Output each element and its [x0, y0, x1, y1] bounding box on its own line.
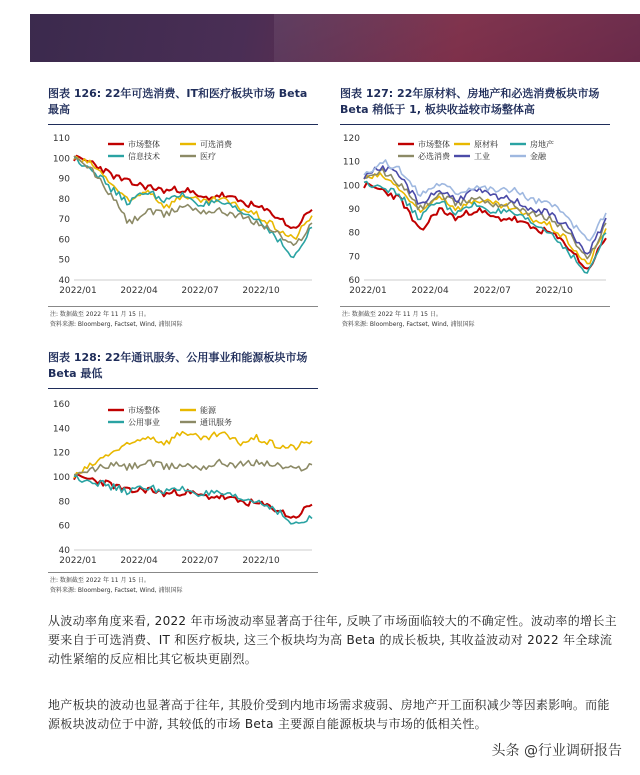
y-tick-label: 80	[348, 228, 360, 239]
y-tick-label: 100	[52, 154, 70, 165]
figure-128-rule	[48, 388, 318, 389]
legend-label: 通讯服务	[200, 418, 232, 427]
y-tick-label: 80	[58, 497, 70, 508]
series-line	[74, 432, 312, 478]
x-tick-label: 2022/01	[349, 286, 387, 296]
watermark: 头条 @行业调研报告	[491, 743, 622, 759]
figure-127-chart	[338, 130, 614, 298]
y-tick-label: 100	[52, 473, 70, 483]
figure-127-rule	[340, 124, 610, 125]
figure-126-title: 图表 126: 22年可选消费、IT和医疗板块市场 Beta 最高	[48, 87, 308, 116]
series-line	[74, 156, 312, 228]
x-tick-label: 2022/01	[59, 556, 97, 566]
figure-126-note: 注: 数据截至 2022 年 11 月 15 日。	[50, 311, 150, 318]
x-tick-label: 2022/04	[411, 286, 449, 296]
figure-126-chart	[48, 130, 320, 298]
y-tick-label: 60	[58, 521, 70, 532]
legend-label: 公用事业	[128, 418, 160, 427]
series-line	[364, 166, 606, 254]
x-tick-label: 2022/10	[535, 286, 573, 296]
y-tick-label: 120	[342, 134, 360, 144]
y-tick-label: 60	[348, 276, 360, 286]
x-tick-label: 2022/01	[59, 286, 97, 296]
figure-128-chart	[48, 396, 320, 568]
y-tick-label: 40	[58, 546, 70, 556]
series-line	[74, 460, 312, 475]
legend-label: 可选消费	[200, 140, 232, 149]
x-tick-label: 2022/04	[120, 286, 158, 296]
y-tick-label: 110	[342, 157, 360, 168]
y-tick-label: 50	[58, 255, 70, 266]
legend-label: 能源	[200, 406, 216, 415]
x-tick-label: 2022/10	[242, 286, 280, 296]
legend-label: 医疗	[200, 152, 216, 161]
legend-label: 房地产	[530, 140, 554, 149]
x-tick-label: 2022/10	[242, 556, 280, 566]
legend-label: 必选消费	[418, 152, 450, 161]
figure-126-rule	[48, 124, 318, 125]
x-tick-label: 2022/07	[181, 286, 219, 296]
y-tick-label: 90	[348, 205, 360, 215]
x-tick-label: 2022/04	[120, 556, 158, 566]
series-line	[74, 157, 312, 239]
figure-127-source: 资料来源: Bloomberg, Factset, Wind, 浦银国际	[342, 321, 475, 328]
y-tick-label: 110	[52, 134, 70, 144]
x-tick-label: 2022/07	[473, 286, 511, 296]
legend-label: 金融	[530, 152, 546, 161]
figure-126-bottom-rule	[48, 306, 318, 307]
y-tick-label: 70	[348, 252, 360, 263]
figure-128-title: 图表 128: 22年通讯服务、公用事业和能源板块市场 Beta 最低	[48, 351, 308, 380]
x-tick-label: 2022/07	[181, 556, 219, 566]
legend-label: 市场整体	[128, 406, 160, 415]
figure-128-bottom-rule	[48, 572, 318, 573]
y-tick-label: 120	[52, 448, 70, 459]
figure-127-note: 注: 数据截至 2022 年 11 月 15 日。	[342, 311, 442, 318]
y-tick-label: 140	[52, 424, 70, 435]
legend-label: 原材料	[474, 140, 498, 149]
figure-128-note: 注: 数据截至 2022 年 11 月 15 日。	[50, 577, 150, 584]
y-tick-label: 40	[58, 276, 70, 286]
y-tick-label: 90	[58, 174, 70, 185]
y-tick-label: 60	[58, 235, 70, 246]
legend-label: 信息技术	[128, 152, 160, 161]
paragraph-volatility: 从波动率角度来看, 2022 年市场波动率显著高于往年, 反映了市场面临较大的不确定性。波动率的增长主要来自于可选消费、IT 和医疗板块, 这三个板块均为高 Beta 的成长板块, 其收益波动对 2022 年全球流动性紧缩的反应相比其它板块更剧烈。	[48, 614, 617, 666]
legend-label: 市场整体	[128, 140, 160, 149]
y-tick-label: 80	[58, 194, 70, 205]
figure-127-bottom-rule	[340, 306, 610, 307]
series-line	[364, 182, 606, 274]
y-tick-label: 100	[342, 181, 360, 192]
figure-128-source: 资料来源: Bloomberg, Factset, Wind, 浦银国际	[50, 587, 183, 594]
y-tick-label: 70	[58, 215, 70, 226]
figure-126-source: 资料来源: Bloomberg, Factset, Wind, 浦银国际	[50, 321, 183, 328]
figure-127-title: 图表 127: 22年原材料、房地产和必选消费板块市场 Beta 稍低于 1, 板块收益较市场整体高	[340, 87, 600, 116]
y-tick-label: 160	[52, 400, 70, 410]
header-banner	[30, 14, 640, 62]
legend-label: 工业	[474, 152, 490, 161]
paragraph-real-estate: 地产板块的波动也显著高于往年, 其股价受到内地市场需求疲弱、房地产开工面积减少等因素影响。而能源板块波动位于中游, 其较低的市场 Beta 主要源自能源板块与市场的低相关性。	[48, 698, 610, 731]
legend-label: 市场整体	[418, 140, 450, 149]
